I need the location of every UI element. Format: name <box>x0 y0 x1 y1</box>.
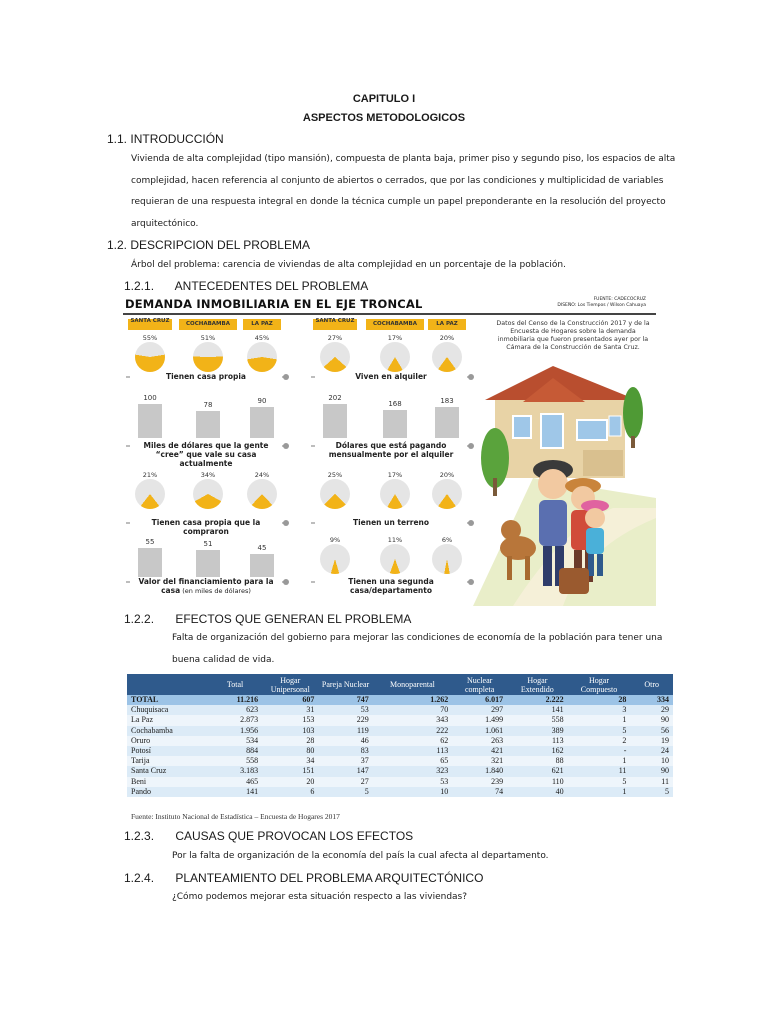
table-cell: 28 <box>262 736 318 746</box>
table-cell: Chuquisaca <box>127 705 208 715</box>
subsection-number: 1.2.4. <box>124 871 155 885</box>
table-row <box>127 746 673 756</box>
table-cell: 153 <box>262 715 318 725</box>
pie-slice <box>135 342 165 372</box>
subsection-heading-antecedentes <box>124 279 368 293</box>
table-header-row <box>127 674 673 695</box>
pie-slice <box>380 479 410 509</box>
infographic-header <box>123 296 656 315</box>
table-cell: 229 <box>318 715 372 725</box>
table-row <box>127 715 673 725</box>
table-cell: 31 <box>262 705 318 715</box>
panel-caption: Dólares que está pagando mensualmente por el alquiler <box>315 441 467 459</box>
infographic-demanda-inmobiliaria <box>123 296 656 606</box>
table-cell: 147 <box>318 766 372 776</box>
pie-slice <box>247 479 277 509</box>
table-cell: 119 <box>318 726 372 736</box>
table-row <box>127 766 673 776</box>
table-row <box>127 726 673 736</box>
table-cell: 74 <box>452 787 507 797</box>
column-header <box>127 674 208 695</box>
table-cell: 621 <box>507 766 568 776</box>
table-cell: 321 <box>452 756 507 766</box>
city-tab: LA PAZ <box>243 319 281 330</box>
table-cell: 80 <box>262 746 318 756</box>
table-cell: 334 <box>630 695 673 705</box>
column-header: Monoparental <box>373 674 452 695</box>
table-cell: 558 <box>507 715 568 725</box>
table-cell: 53 <box>373 777 452 787</box>
intro-line-4: arquitectónico. <box>131 219 199 229</box>
table-cell: Pando <box>127 787 208 797</box>
subsection-title: CAUSAS QUE PROVOCAN LOS EFECTOS <box>175 829 414 843</box>
design-line: DISEÑO: Los Tiempos / Wilson Cahuaya <box>557 303 646 308</box>
table-cell: 323 <box>373 766 452 776</box>
section-number: 1.2. <box>107 238 128 252</box>
pie-chart <box>432 544 462 574</box>
bar <box>383 410 407 438</box>
table-cell: 28 <box>568 695 631 705</box>
pie-slice <box>193 479 223 509</box>
table-row <box>127 736 673 746</box>
panel-caption: Tienen un terreno <box>315 518 467 527</box>
table-cell: 1 <box>568 715 631 725</box>
bar-value-label: 51 <box>203 540 213 548</box>
table-cell: 141 <box>507 705 568 715</box>
efectos-line-2: buena calidad de vida. <box>172 655 275 665</box>
table-cell: 297 <box>452 705 507 715</box>
percent-label: 34% <box>200 471 216 479</box>
table-cell: 141 <box>208 787 262 797</box>
pie-chart <box>320 479 350 509</box>
bar-value-label: 78 <box>203 401 213 409</box>
table-cell: Tarija <box>127 756 208 766</box>
table-total-row <box>127 695 673 705</box>
table-cell: 46 <box>318 736 372 746</box>
pie-slice <box>380 544 410 574</box>
pie-slice <box>320 544 350 574</box>
section-title: INTRODUCCIÓN <box>130 132 224 146</box>
table-source: Fuente: Instituto Nacional de Estadística – Encuesta de Hogares 2017 <box>131 812 340 821</box>
bar <box>435 407 459 438</box>
table-cell: 90 <box>630 715 673 725</box>
subsection-number: 1.2.2. <box>124 612 155 626</box>
table-cell: 151 <box>262 766 318 776</box>
infographic-note: Datos del Censo de la Construcción 2017 y de la Encuesta de Hogares sobre la demanda inmobiliaria que fueron presentados ayer por la Cámara de la Construcción de Santa Cruz. <box>496 320 650 351</box>
city-tab: LA PAZ <box>428 319 466 330</box>
table-row <box>127 777 673 787</box>
table-cell: 1 <box>568 787 631 797</box>
table-cell: 1 <box>568 756 631 766</box>
table-cell: 29 <box>630 705 673 715</box>
bar-value-label: 45 <box>257 544 267 552</box>
city-tab: SANTA CRUZ <box>313 319 357 330</box>
pie-slice <box>135 479 165 509</box>
column-header: Total <box>208 674 262 695</box>
table-cell: 113 <box>373 746 452 756</box>
table-cell: 2.222 <box>507 695 568 705</box>
table-cell: 5 <box>630 787 673 797</box>
table-row <box>127 787 673 797</box>
table-cell: 884 <box>208 746 262 756</box>
subsection-heading-efectos <box>124 612 411 626</box>
bar-value-label: 55 <box>145 538 155 546</box>
subsection-title: PLANTEAMIENTO DEL PROBLEMA ARQUITECTÓNICO <box>175 871 484 885</box>
table-cell: 3 <box>568 705 631 715</box>
pie-slice <box>193 342 223 372</box>
city-tab: COCHABAMBA <box>366 319 424 330</box>
intro-line-3: requieran de una respuesta integral en donde la técnica cumple un papel preponderante en la resolución del proyecto <box>131 197 666 207</box>
table-cell: Beni <box>127 777 208 787</box>
bar-value-label: 90 <box>257 397 267 405</box>
table-cell: 6 <box>262 787 318 797</box>
table-cell: 3.183 <box>208 766 262 776</box>
bar-value-label: 183 <box>440 397 454 405</box>
table-cell: 263 <box>452 736 507 746</box>
planteamiento-question: ¿Cómo podemos mejorar esta situación respecto a las viviendas? <box>172 892 468 902</box>
panel-caption: Tienen casa propia <box>130 372 282 381</box>
table-cell: Cochabamba <box>127 726 208 736</box>
table-cell: 110 <box>507 777 568 787</box>
table-cell: 5 <box>568 726 631 736</box>
panel-caption: Miles de dólares que la gente “cree” que vale su casa actualmente <box>130 441 282 468</box>
table-cell: 1.956 <box>208 726 262 736</box>
column-header: Otro <box>630 674 673 695</box>
section-heading-introduccion <box>107 132 224 146</box>
bar <box>323 404 347 438</box>
household-types-table <box>127 674 673 797</box>
table-cell: La Paz <box>127 715 208 725</box>
panel-caption: Valor del financiamiento para la casa (en miles de dólares) <box>130 577 282 596</box>
table-cell: 222 <box>373 726 452 736</box>
pie-chart <box>247 479 277 509</box>
subsection-number: 1.2.3. <box>124 829 155 843</box>
subsection-title: ANTECEDENTES DEL PROBLEMA <box>174 279 369 293</box>
chapter-number: CAPITULO I <box>352 93 416 105</box>
pie-slice <box>432 544 462 574</box>
table-cell: 103 <box>262 726 318 736</box>
table-cell: 62 <box>373 736 452 746</box>
table-cell: 1.262 <box>373 695 452 705</box>
causas-text: Por la falta de organización de la economía del país la cual afecta al departamento. <box>172 851 549 861</box>
table-cell: 83 <box>318 746 372 756</box>
table-row <box>127 705 673 715</box>
table-cell: 113 <box>507 736 568 746</box>
table-cell: 421 <box>452 746 507 756</box>
table-cell: 607 <box>262 695 318 705</box>
bar <box>138 404 162 438</box>
table-cell: 5 <box>318 787 372 797</box>
pie-chart <box>380 342 410 372</box>
pie-slice <box>320 342 350 372</box>
table-cell: 11 <box>568 766 631 776</box>
section-heading-descripcion <box>107 238 310 252</box>
percent-label: 21% <box>142 471 158 479</box>
percent-label: 11% <box>387 536 403 544</box>
pie-chart <box>432 342 462 372</box>
section-number: 1.1. <box>107 132 128 146</box>
table-cell: 34 <box>262 756 318 766</box>
table-cell: Santa Cruz <box>127 766 208 776</box>
table-cell: 6.017 <box>452 695 507 705</box>
panel-caption: Tienen casa propia que la compraron <box>130 518 282 536</box>
table-cell: 239 <box>452 777 507 787</box>
percent-label: 17% <box>387 471 403 479</box>
table-cell: 70 <box>373 705 452 715</box>
table-cell: 37 <box>318 756 372 766</box>
column-header: Hogar Compuesto <box>568 674 631 695</box>
table-cell: 56 <box>630 726 673 736</box>
table-cell: 1.499 <box>452 715 507 725</box>
source-line: FUENTE: CADECOCRUZ <box>593 297 646 302</box>
pie-chart <box>380 479 410 509</box>
table-cell: 19 <box>630 736 673 746</box>
problem-tree-text: Árbol del problema: carencia de viviendas de alta complejidad en un porcentaje de la población. <box>131 260 566 270</box>
pie-chart <box>247 342 277 372</box>
column-header: Pareja Nuclear <box>318 674 372 695</box>
pie-slice <box>432 479 462 509</box>
percent-label: 6% <box>441 536 453 544</box>
table-cell: 343 <box>373 715 452 725</box>
column-header: Nuclear completa <box>452 674 507 695</box>
table-cell: 11 <box>630 777 673 787</box>
bar <box>196 411 220 438</box>
intro-line-1: Vivienda de alta complejidad (tipo mansión), compuesta de planta baja, primer piso y segundo piso, los espacios de alta <box>131 154 676 164</box>
percent-label: 27% <box>327 334 343 342</box>
subsection-number: 1.2.1. <box>124 279 155 293</box>
table-cell: 10 <box>630 756 673 766</box>
table-cell: Oruro <box>127 736 208 746</box>
pie-chart <box>135 479 165 509</box>
pie-slice <box>432 342 462 372</box>
table-cell: 623 <box>208 705 262 715</box>
table-cell: 20 <box>262 777 318 787</box>
percent-label: 51% <box>200 334 216 342</box>
subsection-title: EFECTOS QUE GENERAN EL PROBLEMA <box>175 612 412 626</box>
section-title: DESCRIPCION DEL PROBLEMA <box>130 238 310 252</box>
intro-line-2: complejidad, hacen referencia al conjunto de abiertos o cerrados, que por las condiciones y multiplicidad de variables <box>131 176 664 186</box>
panel-caption: Viven en alquiler <box>315 372 467 381</box>
city-tab: SANTA CRUZ <box>128 319 172 330</box>
pie-chart <box>380 544 410 574</box>
house-family-illustration <box>473 358 656 606</box>
bar <box>250 407 274 438</box>
pie-chart <box>193 479 223 509</box>
table-cell: 2 <box>568 736 631 746</box>
pie-slice <box>320 479 350 509</box>
column-header: Hogar Extendido <box>507 674 568 695</box>
percent-label: 20% <box>439 334 455 342</box>
table-cell: 40 <box>507 787 568 797</box>
pie-chart <box>432 479 462 509</box>
subsection-heading-planteamiento <box>124 871 483 885</box>
table-cell: 747 <box>318 695 372 705</box>
table-cell: 88 <box>507 756 568 766</box>
table-cell: 27 <box>318 777 372 787</box>
column-header: Hogar Unipersonal <box>262 674 318 695</box>
bar-value-label: 168 <box>388 400 402 408</box>
subsection-heading-causas <box>124 829 413 843</box>
pie-chart <box>320 544 350 574</box>
percent-label: 20% <box>439 471 455 479</box>
table-cell: Potosí <box>127 746 208 756</box>
table-cell: 65 <box>373 756 452 766</box>
percent-label: 45% <box>254 334 270 342</box>
table-cell: 5 <box>568 777 631 787</box>
pie-slice <box>247 342 277 372</box>
table-cell: 24 <box>630 746 673 756</box>
pie-chart <box>193 342 223 372</box>
table-cell: - <box>568 746 631 756</box>
table-cell: 10 <box>373 787 452 797</box>
pie-chart <box>320 342 350 372</box>
percent-label: 25% <box>327 471 343 479</box>
table-body <box>127 695 673 797</box>
table-cell: 11.216 <box>208 695 262 705</box>
table-cell: 2.873 <box>208 715 262 725</box>
caption-unit: (en miles de dólares) <box>180 587 251 595</box>
percent-label: 9% <box>329 536 341 544</box>
table-cell: 1.840 <box>452 766 507 776</box>
pie-slice <box>380 342 410 372</box>
table-cell: 465 <box>208 777 262 787</box>
bar-value-label: 100 <box>143 394 157 402</box>
percent-label: 24% <box>254 471 270 479</box>
infographic-title: DEMANDA INMOBILIARIA EN EL EJE TRONCAL <box>125 297 423 311</box>
panel-caption: Tienen una segunda casa/departamento <box>315 577 467 595</box>
table-cell: 53 <box>318 705 372 715</box>
table-cell: TOTAL <box>127 695 208 705</box>
chapter-title: ASPECTOS METODOLOGICOS <box>302 112 466 124</box>
table-cell: 534 <box>208 736 262 746</box>
city-tab: COCHABAMBA <box>179 319 237 330</box>
table-cell: 1.061 <box>452 726 507 736</box>
bar-value-label: 202 <box>328 394 342 402</box>
percent-label: 55% <box>142 334 158 342</box>
table-cell: 90 <box>630 766 673 776</box>
table-cell: 558 <box>208 756 262 766</box>
table-cell: 389 <box>507 726 568 736</box>
pie-chart <box>135 342 165 372</box>
infographic-source <box>557 297 646 309</box>
table-row <box>127 756 673 766</box>
percent-label: 17% <box>387 334 403 342</box>
efectos-line-1: Falta de organización del gobierno para mejorar las condiciones de economía de la población para tener una <box>172 633 663 643</box>
table-cell: 162 <box>507 746 568 756</box>
